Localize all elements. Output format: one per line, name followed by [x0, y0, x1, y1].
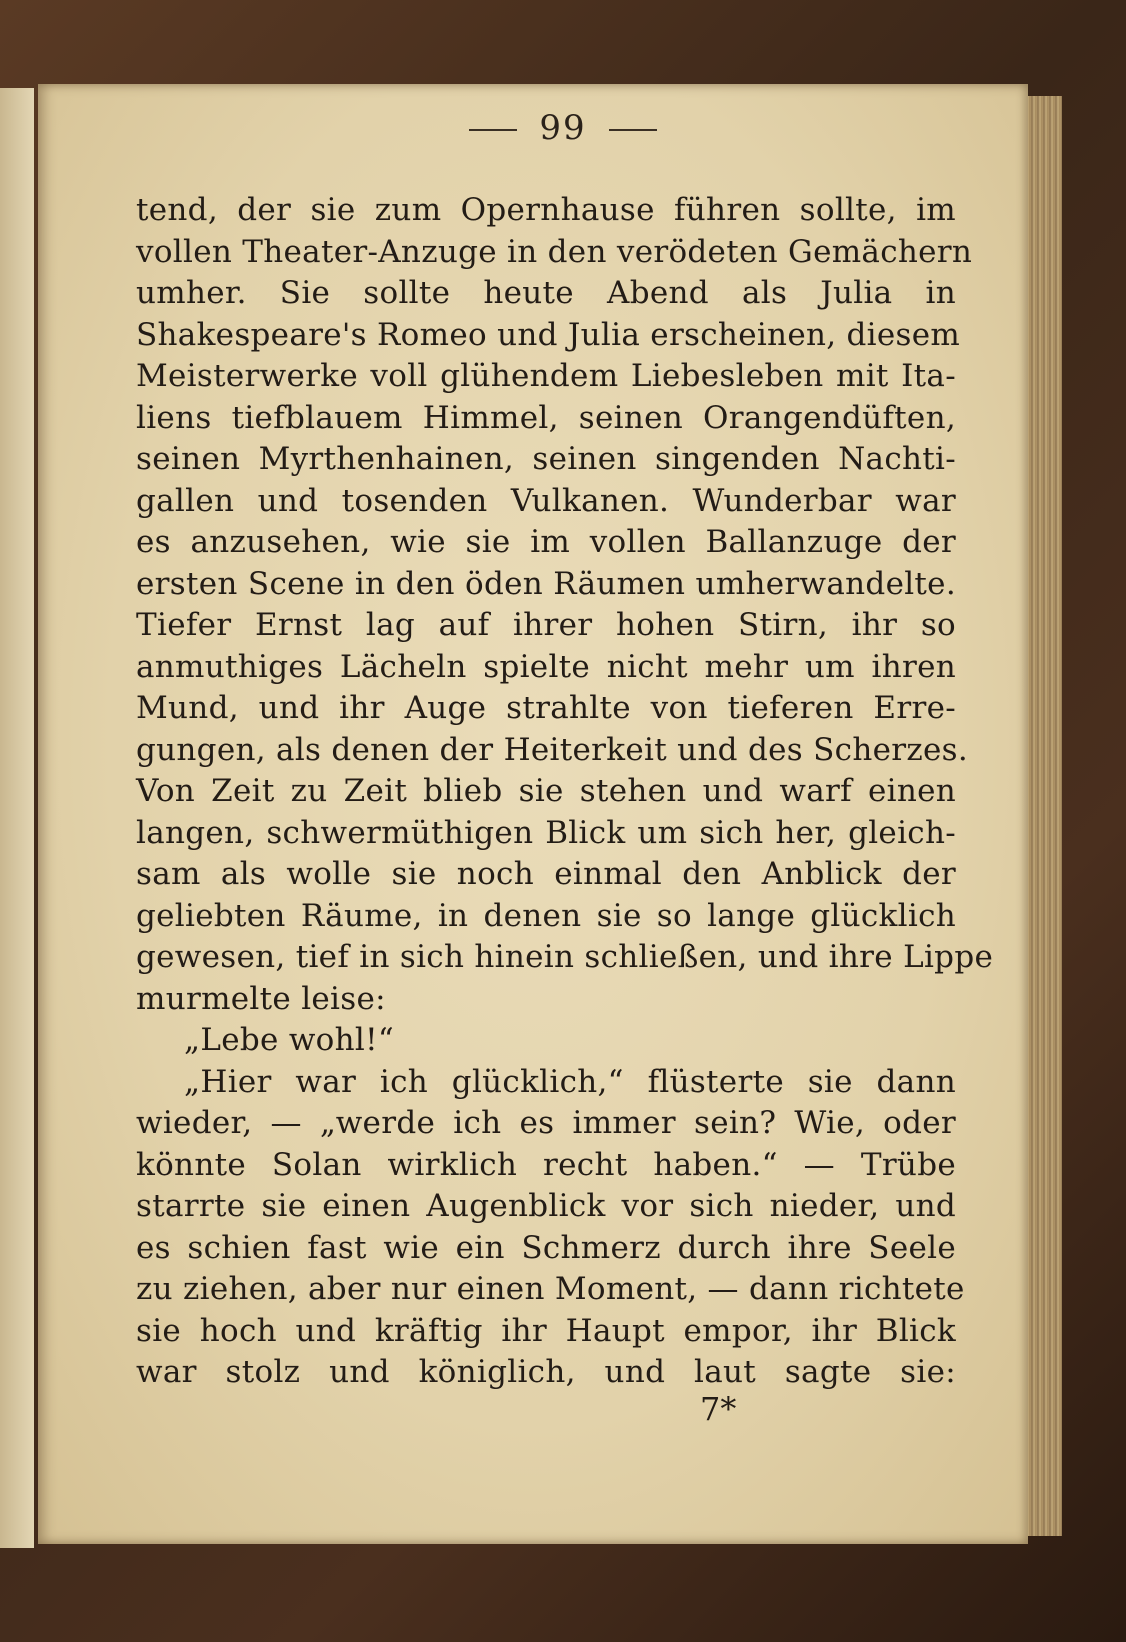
text-line: zu ziehen, aber nur einen Moment, — dann richtete	[136, 1271, 965, 1307]
signature-mark: 7*	[700, 1390, 737, 1428]
text-line: langen, schwermüthigen Blick um sich her, gleich-	[136, 814, 956, 851]
text-line: umher. Sie sollte heute Abend als Julia in	[136, 275, 956, 311]
text-line: tend, der sie zum Opernhause führen sollte, im	[136, 192, 956, 228]
header-dash-left	[469, 129, 517, 131]
text-line: „Hier war ich glücklich,“ flüsterte sie dann	[184, 1063, 956, 1100]
text-line: es schien fast wie ein Schmerz durch ihre Seele	[136, 1229, 956, 1266]
facing-page-edge	[0, 88, 34, 1548]
text-line: Von Zeit zu Zeit blieb sie stehen und warf einen	[136, 773, 956, 809]
header-dash-right	[609, 129, 657, 131]
text-line: wieder, — „werde ich es immer sein? Wie, oder	[136, 1105, 956, 1141]
body-text	[136, 190, 994, 1394]
text-line: vollen Theater-Anzuge in den verödeten Gemächern	[136, 233, 973, 270]
text-line: sie hoch und kräftig ihr Haupt empor, ihr Blick	[136, 1312, 956, 1349]
text-line: murmelte leise:	[136, 980, 386, 1017]
text-line: geliebten Räume, in denen sie so lange glücklich	[136, 897, 956, 934]
page-number: 99	[539, 108, 587, 148]
text-line: starrte sie einen Augenblick vor sich nieder, und	[136, 1188, 956, 1224]
text-line: anmuthiges Lächeln spielte nicht mehr um ihren	[136, 648, 956, 685]
text-line: seinen Myrthenhainen, seinen singenden Nachti-	[136, 441, 956, 477]
text-line: Tiefer Ernst lag auf ihrer hohen Stirn, ihr so	[136, 607, 956, 643]
text-line: war stolz und königlich, und laut sagte sie:	[136, 1354, 956, 1390]
text-line: sam als wolle sie noch einmal den Anblick der	[136, 856, 956, 892]
text-line: es anzusehen, wie sie im vollen Ballanzuge der	[136, 524, 956, 560]
text-line: könnte Solan wirklich recht haben.“ — Trübe	[136, 1146, 956, 1183]
text-line: Mund, und ihr Auge strahlte von tieferen Erre-	[136, 690, 956, 726]
text-line: liens tiefblauem Himmel, seinen Orangendüften,	[136, 399, 956, 436]
text-line: gewesen, tief in sich hinein schließen, und ihre Lippe	[136, 939, 994, 975]
text-line: Shakespeare's Romeo und Julia erscheinen, diesem	[136, 316, 961, 353]
text-line: gungen, als denen der Heiterkeit und des Scherzes.	[136, 731, 969, 768]
page-header	[0, 108, 1126, 148]
text-line: Meisterwerke voll glühendem Liebesleben mit Ita-	[136, 358, 956, 394]
text-line: ersten Scene in den öden Räumen umherwandelte.	[136, 565, 956, 602]
text-line: „Lebe wohl!“	[184, 1022, 395, 1058]
text-line: gallen und tosenden Vulkanen. Wunderbar war	[136, 482, 956, 519]
